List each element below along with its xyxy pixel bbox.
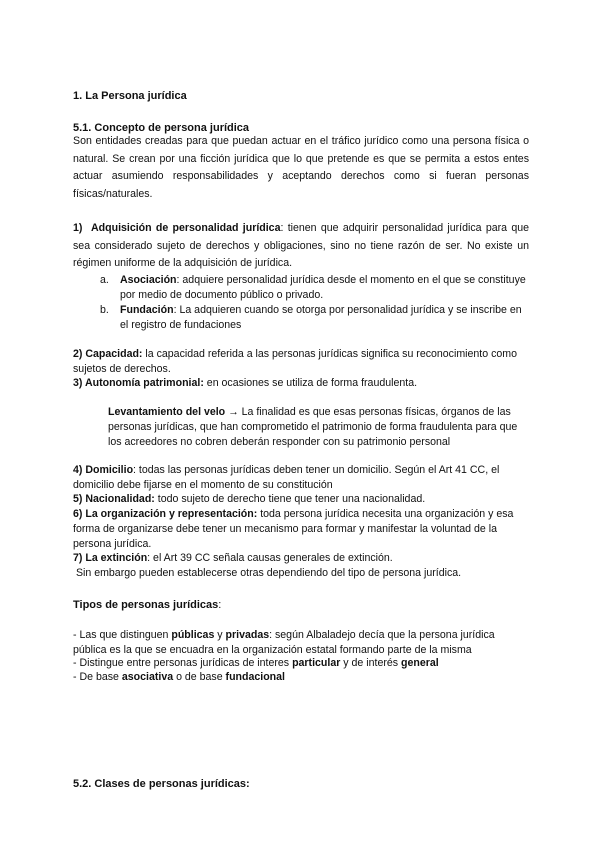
- types-line-2-bold-2: general: [401, 657, 439, 669]
- section-heading-1: 1. La Persona jurídica: [73, 90, 187, 102]
- concept-paragraph: Son entidades creadas para que puedan actuar en el tráfico jurídico como una persona física o natural. Se crean por una ficción jurídica que lo que pretende es que se permita a estos entes actuar asumiendo responsabilidades y aceptando derechos como si fueran personas físicas/naturales.: [73, 135, 529, 200]
- item-7-text: : el Art 39 CC señala causas generales de extinción.: [147, 552, 393, 564]
- item-6-paragraph: [73, 507, 529, 552]
- item-1-paragraph: [73, 220, 529, 273]
- item-4-title: 4) Domicilio: [73, 464, 134, 476]
- sub-item-a: [100, 273, 530, 303]
- types-line-1-pre: - Las que distinguen: [73, 629, 172, 641]
- item-6-title: 6) La organización y representación:: [73, 508, 258, 520]
- item-1-text: : tienen que adquirir personalidad jurídica para que sea considerado sujeto de derechos y obligaciones, sino no tiene razón de ser. No existe un régimen uniforme de la adquisición de jurídica.: [73, 222, 529, 269]
- item-5-paragraph: [73, 492, 529, 507]
- sub-item-b-title: Fundación: [120, 304, 174, 316]
- item-3-text: en ocasiones se utiliza de forma fraudulenta.: [203, 377, 418, 389]
- item-2-text: la capacidad referida a las personas jurídicas significa su reconocimiento como sujetos de derechos.: [73, 348, 517, 375]
- sub-item-a-text: : adquiere personalidad jurídica desde el momento en el que se constituye por medio de documento público o privado.: [120, 274, 526, 301]
- section-heading-5-2: 5.2. Clases de personas jurídicas:: [73, 778, 250, 790]
- item-1-number: 1): [73, 222, 83, 234]
- sub-item-a-title: Asociación: [120, 274, 177, 286]
- types-heading-colon: :: [218, 599, 222, 611]
- item-7-extra: Sin embargo pueden establecerse otras dependiendo del tipo de persona jurídica.: [73, 567, 462, 579]
- types-line-1-bold-1: públicas: [171, 629, 215, 641]
- item-3-title: 3) Autonomía patrimonial:: [73, 377, 204, 389]
- types-line-2-pre: - Distingue entre personas jurídicas de interes: [73, 657, 293, 669]
- types-line-2-mid: y de interés: [340, 657, 401, 669]
- types-line-1: [73, 628, 529, 658]
- item-2-title: 2) Capacidad:: [73, 348, 143, 360]
- types-line-3-pre: - De base: [73, 671, 122, 683]
- types-line-3: [73, 670, 529, 685]
- item-7-title: 7) La extinción: [73, 552, 148, 564]
- item-1-title: Adquisición de personalidad jurídica: [91, 222, 281, 234]
- item-5-title: 5) Nacionalidad:: [73, 493, 155, 505]
- veil-paragraph: [108, 405, 518, 450]
- types-line-2-bold-1: particular: [292, 657, 341, 669]
- types-line-1-post: : según Albaladejo decía que la persona jurídica pública es la que se encuadra en la organización estatal formando parte de la misma: [73, 629, 495, 656]
- veil-text: → La finalidad es que esas personas físicas, órganos de las personas jurídicas, que han comprometido el patrimonio de forma fraudulenta para que los acreedores no cobren deberán responder con su patrimonio personal: [108, 406, 518, 448]
- types-heading: [73, 599, 529, 611]
- item-7-paragraph: [73, 551, 529, 566]
- types-line-3-mid: o de base: [173, 671, 226, 683]
- types-line-1-mid: y: [214, 629, 226, 641]
- section-heading-5-1: 5.1. Concepto de persona jurídica: [73, 122, 250, 134]
- item-3-paragraph: [73, 376, 529, 391]
- sub-item-b-marker: b.: [100, 304, 109, 316]
- sub-item-b: [100, 303, 530, 333]
- item-2-paragraph: [73, 347, 529, 377]
- item-6-text: toda persona jurídica necesita una organización y esa forma de organizarse debe tener un mecanismo para formar y manifestar la voluntad de la persona jurídica.: [73, 508, 514, 550]
- sub-item-b-text: : La adquieren cuando se otorga por personalidad jurídica y se inscribe en el registro de fundaciones: [120, 304, 522, 331]
- types-line-1-bold-2: privadas: [225, 629, 270, 641]
- item-5-text: todo sujeto de derecho tiene que tener una nacionalidad.: [154, 493, 426, 505]
- types-line-3-bold-2: fundacional: [225, 671, 285, 683]
- item-4-text: : todas las personas jurídicas deben tener un domicilio. Según el Art 41 CC, el domicilio debe fijarse en el momento de su constitución: [73, 464, 500, 491]
- sub-item-a-marker: a.: [100, 274, 109, 286]
- types-heading-title: Tipos de personas jurídicas: [73, 599, 219, 611]
- veil-title: Levantamiento del velo: [108, 406, 226, 418]
- item-4-paragraph: [73, 463, 529, 493]
- types-line-3-bold-1: asociativa: [121, 671, 174, 683]
- types-line-2: [73, 656, 529, 671]
